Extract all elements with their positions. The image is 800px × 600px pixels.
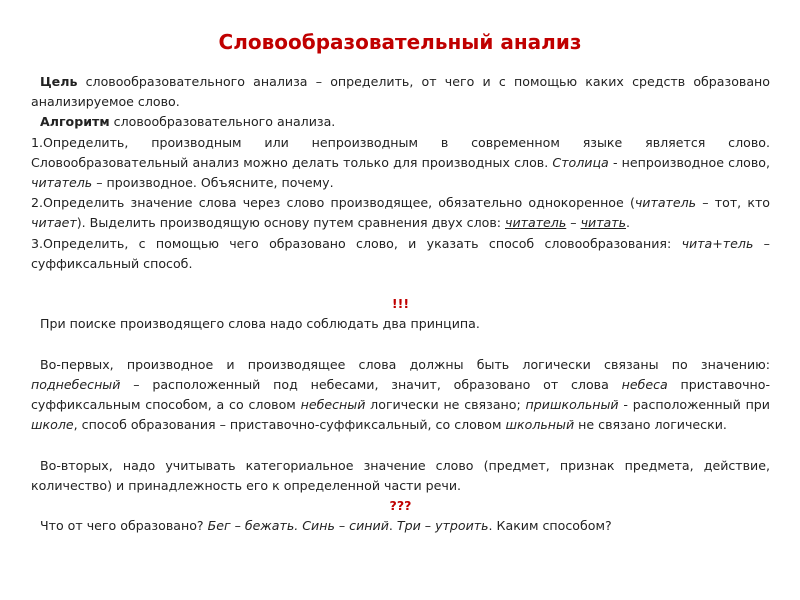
first-text: , способ образования – приставочно-суффиксальный, со словом (73, 417, 506, 433)
example-word: читает (31, 215, 77, 231)
example-word: читатель (634, 195, 697, 211)
step-1-text: 1.Определить, производным или непроизводным в современном языке является слово. Словообразовательный анализ можно делать только для производных слов. (31, 134, 770, 170)
step-2-text: 2.Определить значение слова через слово производящее, обязательно однокоренное ( (31, 195, 635, 211)
goal-label: Цель (40, 74, 78, 89)
question-text: . (388, 518, 397, 534)
example-word: чита+тель (681, 235, 754, 251)
spacer (31, 436, 770, 456)
step-1-text: – производное. Объясните, почему. (92, 175, 334, 191)
goal-text: словообразовательного анализа – определить, от чего и с помощью каких средств образовано анализируемое слово. (31, 74, 770, 110)
step-2-text: – (566, 215, 581, 231)
step-2-text: . (626, 215, 631, 231)
example-word: небесный (300, 397, 366, 413)
first-principle (31, 355, 770, 436)
example-word: школе (31, 417, 74, 433)
second-principle: Во-вторых, надо учитывать категориальное значение слово (предмет, признак предмета, действие, количество) и принадлежность его к определенной части речи. (31, 457, 770, 494)
example-word: Бег – бежать. Синь – синий (207, 518, 389, 534)
first-text: - расположенный при (618, 397, 770, 413)
step-2-text: – тот, кто (696, 195, 770, 211)
example-word: читатель (505, 215, 567, 231)
example-word: читатель (31, 175, 93, 191)
algorithm-paragraph (31, 112, 770, 132)
example-word: пришкольный (525, 397, 619, 413)
example-word: небеса (621, 377, 668, 393)
step-3 (31, 234, 770, 274)
spacer (31, 274, 770, 294)
first-text: – расположенный под небесами, значит, образовано от слова (120, 377, 622, 393)
first-text: Во-первых, производное и производящее слова должны быть логически связаны по значению: (40, 356, 770, 372)
example-word: школьный (505, 417, 575, 433)
example-word: поднебесный (31, 377, 121, 393)
question-mark: ??? (389, 498, 412, 514)
step-1 (31, 133, 770, 194)
exclamation-mark: !!! (391, 296, 410, 312)
page-title: Словообразовательный анализ (218, 30, 582, 54)
first-text: не связано логически. (574, 417, 727, 433)
slide-content (31, 72, 770, 537)
principle-intro: При поиске производящего слова надо соблюдать два принципа. (40, 316, 480, 332)
step-2-text: ). Выделить производящую основу путем сравнения двух слов: (76, 215, 506, 231)
example-word: Три – утроить (396, 518, 489, 534)
step-3-text: 3.Определить, с помощью чего образовано слово, и указать способ словообразования: (31, 235, 682, 251)
example-word: читать (580, 215, 627, 231)
goal-paragraph (31, 72, 770, 112)
question-paragraph (31, 516, 770, 536)
spacer (31, 335, 770, 355)
step-2 (31, 193, 770, 233)
algorithm-text: словообразовательного анализа. (109, 114, 336, 130)
first-text: приставочно-суффиксальным способом, а со словом (31, 377, 770, 413)
algorithm-label: Алгоритм (40, 114, 110, 130)
step-3-text: – суффиксальный способ. (31, 235, 770, 271)
step-1-text: - непроизводное слово, (608, 154, 770, 170)
first-text: логически не связано; (365, 397, 526, 413)
example-word: Столица (552, 154, 609, 170)
question-text: . Каким способом? (488, 518, 612, 534)
question-text: Что от чего образовано? (40, 518, 208, 534)
